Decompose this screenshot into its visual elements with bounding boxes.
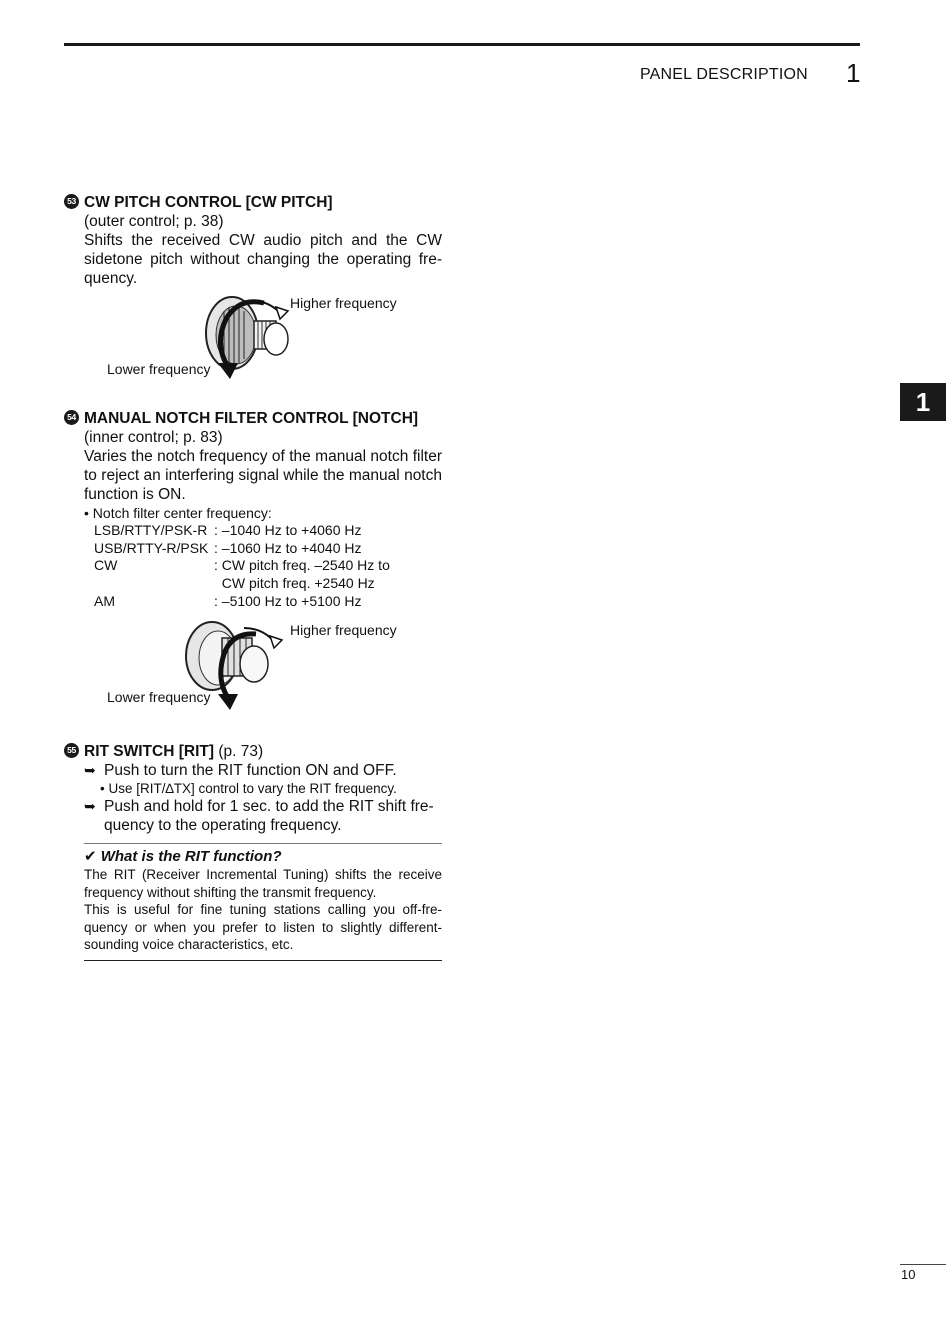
table-row (94, 575, 390, 593)
chapter-tab: 1 (900, 383, 946, 421)
item-subtitle: (inner control; p. 83) (84, 429, 223, 446)
note-paragraph: This is useful for fine tuning stations calling you off-fre-quency or when you prefer to listen to slightly different-sounding voice characteristics, etc. (84, 902, 442, 953)
rit-note-box (84, 843, 442, 961)
table-row (94, 593, 390, 611)
mode-cell: CW (94, 557, 118, 574)
item-page-reference: (p. 73) (214, 743, 264, 760)
rit-point-1: ➥ Push to turn the RIT function ON and OFF. (84, 762, 397, 779)
lower-frequency-label: Lower frequency (107, 689, 211, 706)
table-row (94, 557, 390, 575)
rit-sub-bullet: • Use [RIT/∆TX] control to vary the RIT frequency. (100, 781, 397, 796)
higher-frequency-label: Higher frequency (290, 294, 397, 311)
note-title: ✔ What is the RIT function? (84, 848, 282, 865)
item-cw-pitch (64, 193, 442, 385)
range-cell: : –5100 Hz to +5100 Hz (214, 592, 362, 609)
item-number-badge: 53 (64, 194, 79, 209)
item-subtitle: (outer control; p. 38) (84, 213, 224, 230)
top-rule (64, 43, 860, 46)
mode-cell: LSB/RTTY/PSK-R (94, 522, 208, 539)
arrow-bullet-icon: ➥ (84, 762, 96, 778)
mode-cell: USB/RTTY-R/PSK (94, 539, 209, 556)
item-title: CW PITCH CONTROL [CW PITCH] (84, 194, 333, 211)
page-number: 10 (901, 1267, 916, 1282)
item-number-badge: 55 (64, 743, 79, 758)
table-row (94, 522, 390, 540)
table-row (94, 540, 390, 558)
notch-frequency-table (94, 522, 390, 610)
range-cell: : –1040 Hz to +4060 Hz (214, 522, 362, 539)
item-description: Varies the notch frequency of the manual notch filter to reject an interfering signal while the manual notch function is ON. (84, 448, 442, 504)
page-number-rule (900, 1264, 946, 1265)
header-section-title: PANEL DESCRIPTION (640, 66, 808, 83)
range-cell: : CW pitch freq. –2540 Hz to (214, 557, 390, 574)
header-chapter-number: 1 (846, 58, 861, 88)
item-description: Shifts the received CW audio pitch and the CW sidetone pitch without changing the operating fre-quency. (84, 232, 442, 288)
arrow-bullet-icon: ➥ (84, 798, 96, 814)
notch-bullet: • Notch filter center frequency: (84, 504, 272, 521)
item-title: MANUAL NOTCH FILTER CONTROL [NOTCH] (84, 410, 419, 427)
knob-figure-notch (64, 614, 442, 734)
rit-point-2: ➥ Push and hold for 1 sec. to add the RIT shift fre-quency to the operating frequency. (84, 798, 434, 834)
item-rit-switch (64, 742, 442, 961)
item-title: RIT SWITCH [RIT] (84, 743, 215, 760)
mode-cell: AM (94, 592, 115, 609)
knob-figure-cw-pitch (64, 289, 442, 385)
higher-frequency-label: Higher frequency (290, 622, 397, 639)
mode-cell (94, 575, 214, 593)
range-cell: : –1060 Hz to +4040 Hz (214, 539, 362, 556)
range-cell: CW pitch freq. +2540 Hz (214, 574, 375, 591)
lower-frequency-label: Lower frequency (107, 360, 211, 377)
item-manual-notch (64, 409, 442, 734)
item-number-badge: 54 (64, 410, 79, 425)
note-paragraph: The RIT (Receiver Incremental Tuning) shifts the receive frequency without shifting the transmit frequency. (84, 867, 442, 900)
